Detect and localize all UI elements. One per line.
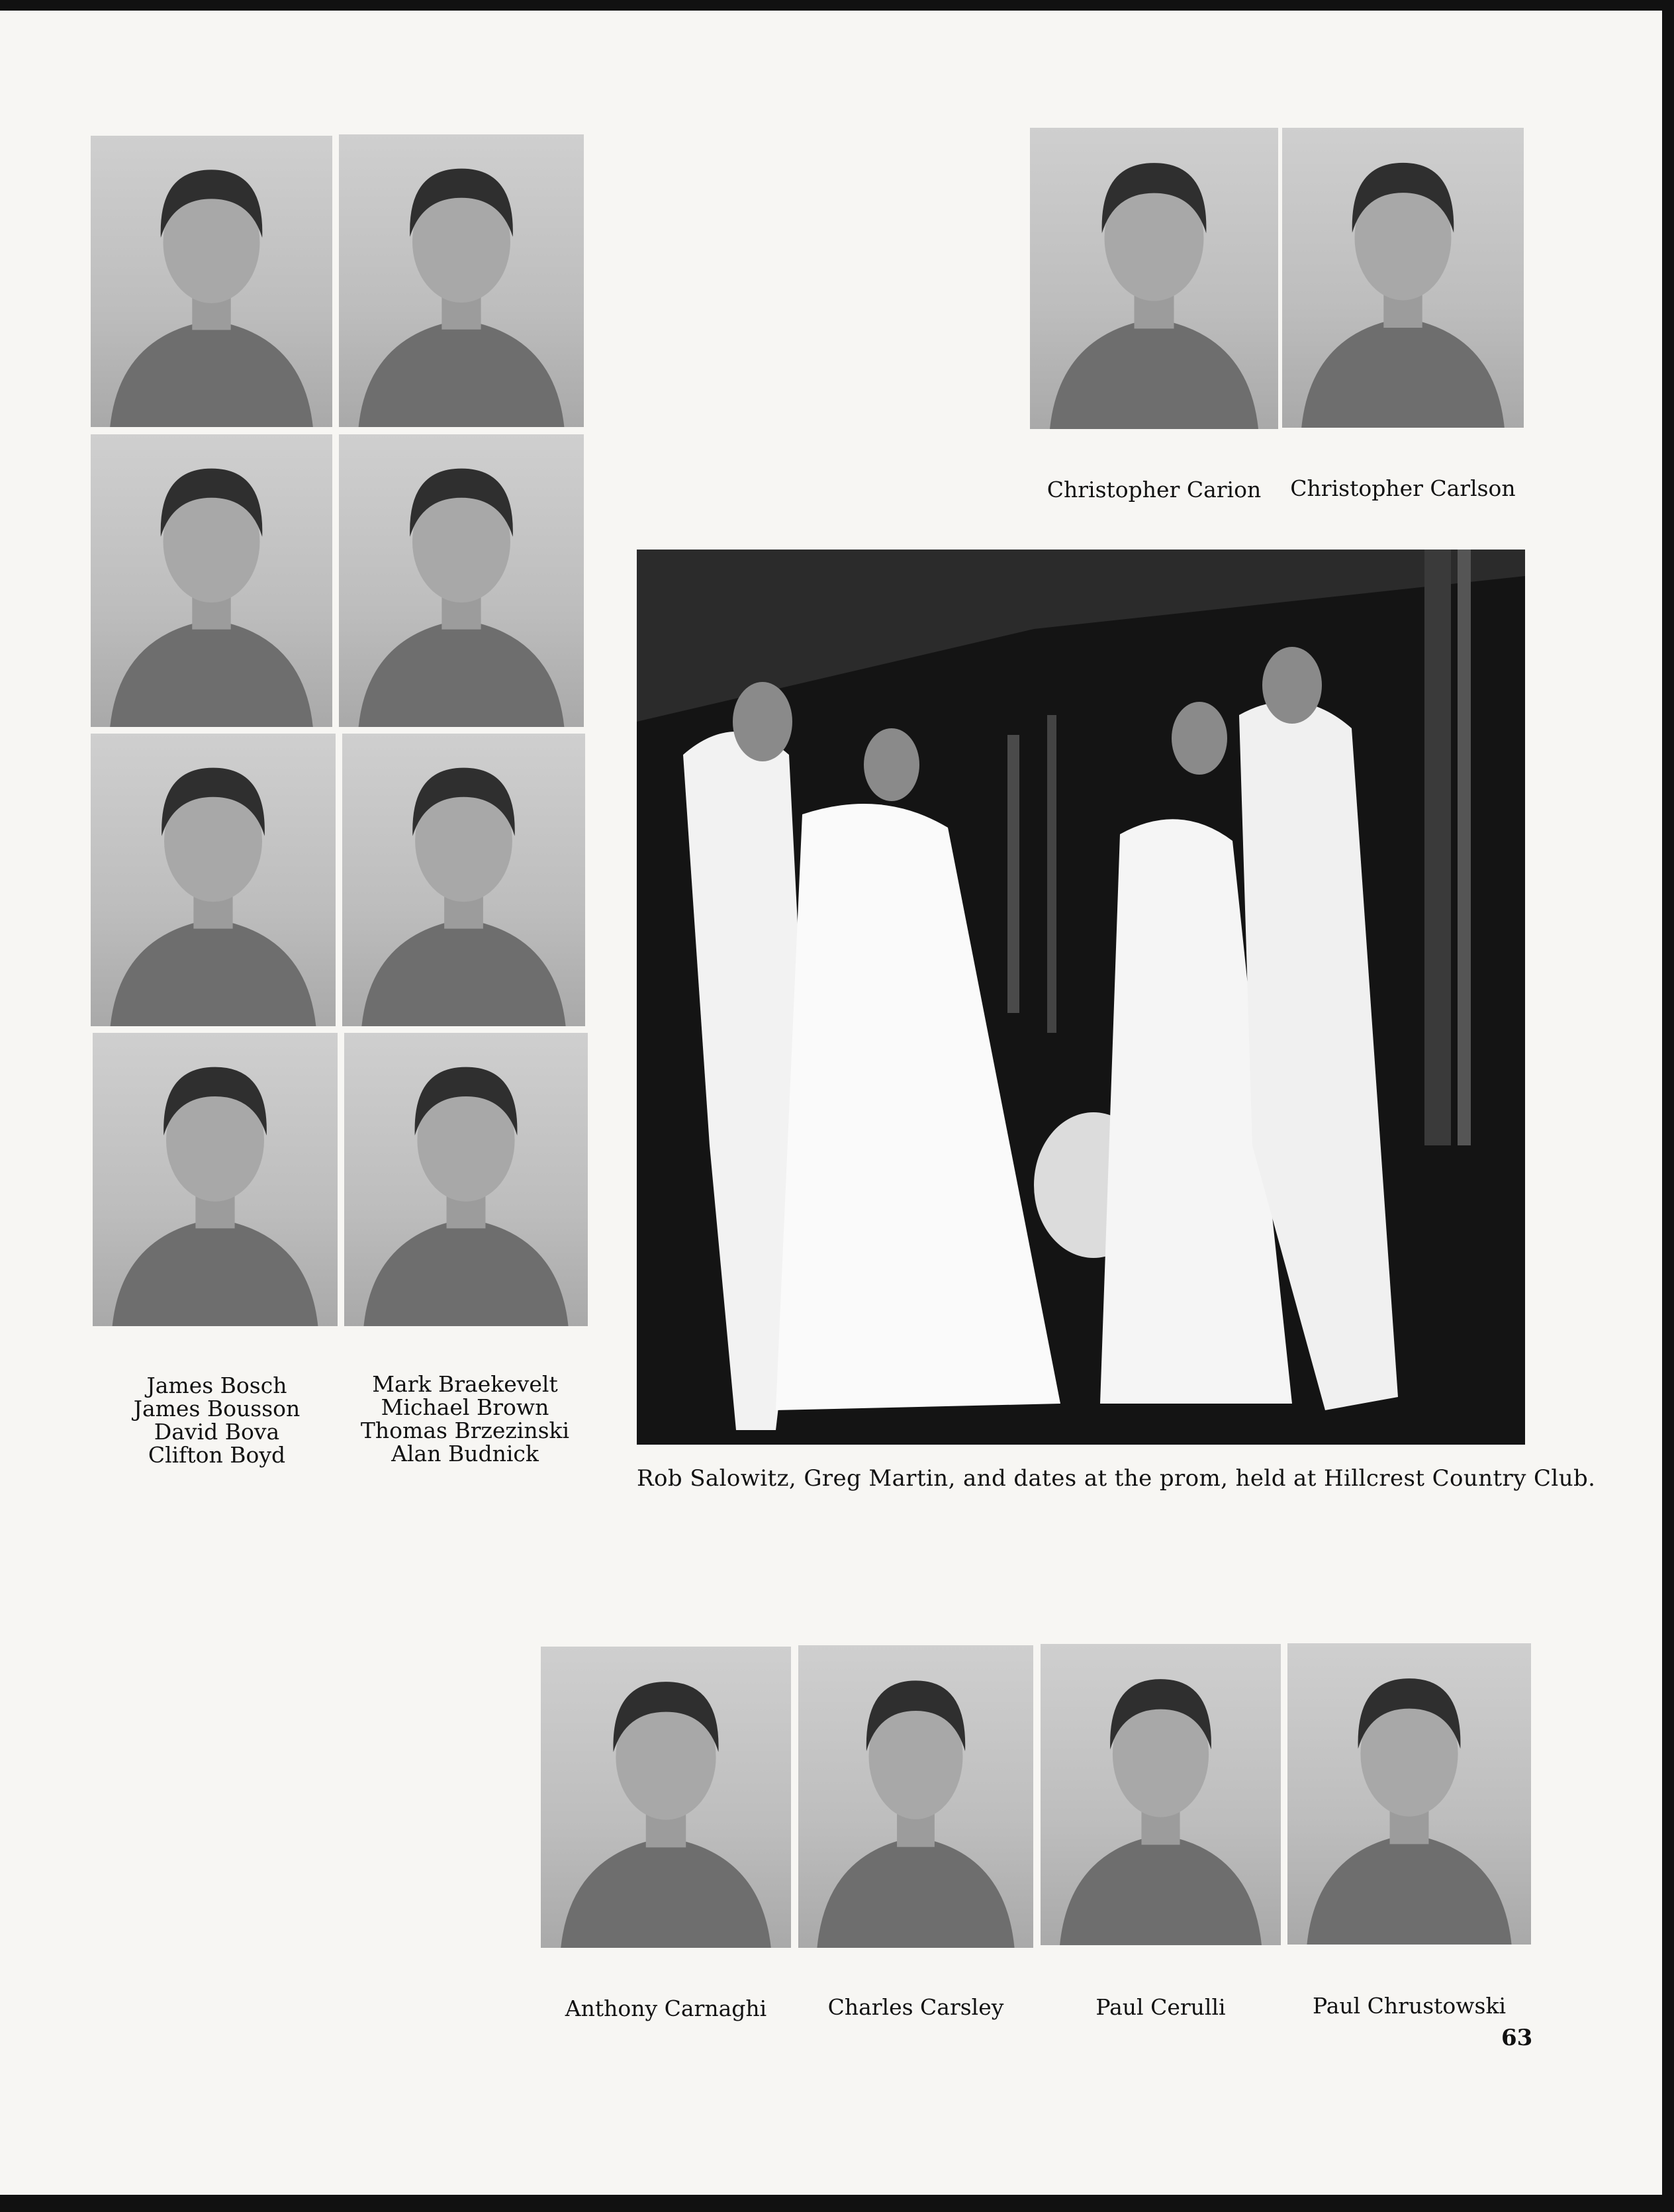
portrait-photo (91, 434, 332, 727)
student-name: Charles Carsley (827, 1994, 1004, 2020)
student-name: James Bosch (146, 1372, 287, 1398)
student-name: Anthony Carnaghi (565, 1996, 767, 2021)
scan-border-bottom (0, 2195, 1674, 2212)
student-name: Alan Budnick (391, 1441, 539, 1467)
prom-photo-caption: Rob Salowitz, Greg Martin, and dates at the prom, held at Hillcrest Country Club. (637, 1465, 1596, 1492)
portrait-photo (1287, 1643, 1531, 1945)
portrait-photo (91, 734, 336, 1026)
prom-candid-photo (637, 550, 1525, 1445)
student-name: Mark Braekevelt (372, 1371, 558, 1397)
student-name: Paul Cerulli (1095, 1994, 1226, 2020)
portrait-silhouette (93, 1033, 338, 1326)
portrait-silhouette (798, 1645, 1033, 1948)
portrait-photo (1041, 1644, 1281, 1945)
portrait-silhouette (91, 434, 332, 727)
portrait-photo (342, 734, 585, 1026)
portrait-silhouette (541, 1647, 791, 1948)
student-name: Michael Brown (381, 1394, 549, 1420)
portrait-photo (339, 434, 584, 727)
portrait-silhouette (91, 734, 336, 1026)
left-names-column-2 (351, 1372, 579, 1465)
portrait-silhouette (1282, 128, 1524, 428)
portrait-photo (93, 1033, 338, 1326)
student-name: Clifton Boyd (148, 1442, 286, 1468)
portrait-silhouette (1041, 1644, 1281, 1945)
portrait-photo (344, 1033, 588, 1326)
portrait-photo (339, 134, 584, 427)
student-name: David Bova (154, 1419, 280, 1445)
prom-photo-image (637, 550, 1525, 1445)
portrait-silhouette (344, 1033, 588, 1326)
portrait-photo (798, 1645, 1033, 1948)
portrait-photo (91, 136, 332, 427)
portrait-silhouette (339, 134, 584, 427)
portrait-photo (1282, 128, 1524, 428)
portrait-photo (1030, 128, 1278, 429)
portrait-silhouette (91, 136, 332, 427)
student-name: Thomas Brzezinski (360, 1418, 570, 1443)
scan-border-top (0, 0, 1674, 11)
scan-border-right (1662, 0, 1674, 2212)
page-number: 63 (1501, 2025, 1533, 2051)
portrait-photo (541, 1647, 791, 1948)
left-names-column-1 (113, 1374, 321, 1467)
portrait-silhouette (342, 734, 585, 1026)
student-name: Christopher Carlson (1290, 475, 1516, 501)
student-name: Christopher Carion (1046, 477, 1262, 503)
portrait-silhouette (1287, 1643, 1531, 1945)
portrait-silhouette (339, 434, 584, 727)
student-name: James Bousson (133, 1396, 301, 1421)
student-name: Paul Chrustowski (1312, 1993, 1507, 2019)
portrait-silhouette (1030, 128, 1278, 429)
